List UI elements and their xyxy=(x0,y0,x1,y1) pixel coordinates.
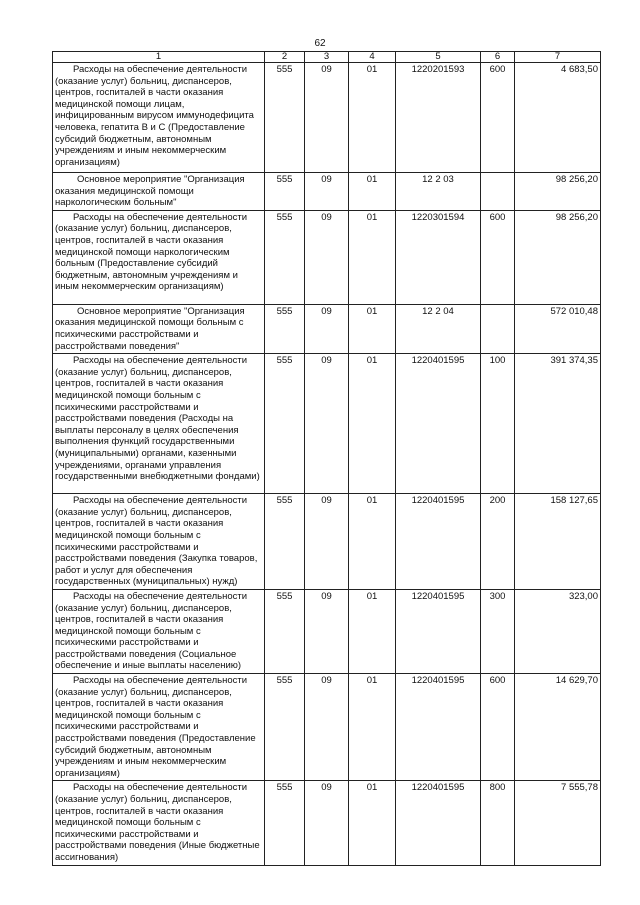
row-c3: 09 xyxy=(305,304,349,353)
row-c6: 300 xyxy=(481,589,515,673)
row-c3: 09 xyxy=(305,210,349,304)
row-c3: 09 xyxy=(305,354,349,494)
row-name: Расходы на обеспечение деятельности (оказание услуг) больниц, диспансеров, центров, госпиталей в части оказания медицинской помощи лицам, инфицированным вирусом иммунодефицита человека, гепатита В и С (Предоставление субсидий бюджетным, автономным учреждениям и иным некоммерческим организациям) xyxy=(53,63,265,173)
row-c5: 12 2 04 xyxy=(396,304,481,353)
row-name: Основное мероприятие "Организация оказания медицинской помощи больным с психическими расстройствами и расстройствами поведения" xyxy=(53,304,265,353)
row-c5: 1220301594 xyxy=(396,210,481,304)
row-c4: 01 xyxy=(349,781,396,865)
row-c7: 98 256,20 xyxy=(515,210,601,304)
row-c2: 555 xyxy=(265,63,305,173)
row-c7: 7 555,78 xyxy=(515,781,601,865)
row-c6: 600 xyxy=(481,63,515,173)
row-c5: 1220401595 xyxy=(396,674,481,781)
row-c6 xyxy=(481,173,515,211)
row-c2: 555 xyxy=(265,304,305,353)
header-row xyxy=(53,52,601,63)
row-c7: 98 256,20 xyxy=(515,173,601,211)
row-c5: 1220401595 xyxy=(396,494,481,590)
row-c2: 555 xyxy=(265,173,305,211)
table-row xyxy=(53,674,601,781)
row-c3: 09 xyxy=(305,589,349,673)
row-c7: 14 629,70 xyxy=(515,674,601,781)
row-c6: 200 xyxy=(481,494,515,590)
row-c2: 555 xyxy=(265,589,305,673)
row-c3: 09 xyxy=(305,494,349,590)
row-c5: 1220401595 xyxy=(396,589,481,673)
column-header: 2 xyxy=(265,52,305,63)
row-c4: 01 xyxy=(349,494,396,590)
row-c2: 555 xyxy=(265,210,305,304)
row-c5: 1220201593 xyxy=(396,63,481,173)
row-c6: 100 xyxy=(481,354,515,494)
row-name: Расходы на обеспечение деятельности (оказание услуг) больниц, диспансеров, центров, госпиталей в части оказания медицинской помощи больным с психическими расстройствами и расстройствами поведения (Предоставление субсидий бюджетным, автономным учреждениям и иным некоммерческим организациям) xyxy=(53,674,265,781)
column-header: 7 xyxy=(515,52,601,63)
row-c4: 01 xyxy=(349,354,396,494)
row-c4: 01 xyxy=(349,304,396,353)
row-name: Основное мероприятие "Организация оказания медицинской помощи наркологическим больным" xyxy=(53,173,265,211)
table-row xyxy=(53,494,601,590)
row-c3: 09 xyxy=(305,781,349,865)
row-c4: 01 xyxy=(349,173,396,211)
row-c7: 158 127,65 xyxy=(515,494,601,590)
row-name: Расходы на обеспечение деятельности (оказание услуг) больниц, диспансеров, центров, госпиталей в части оказания медицинской помощи больным с психическими расстройствами и расстройствами поведения (Социальное обеспечение и иные выплаты населению) xyxy=(53,589,265,673)
table-row xyxy=(53,354,601,494)
row-c6: 600 xyxy=(481,674,515,781)
table-row xyxy=(53,304,601,353)
table-row xyxy=(53,781,601,865)
column-header: 4 xyxy=(349,52,396,63)
row-name: Расходы на обеспечение деятельности (оказание услуг) больниц, диспансеров, центров, госпиталей в части оказания медицинской помощи наркологическим больным (Предоставление субсидий бюджетным, автономным учреждениям и иным некоммерческим организациям) xyxy=(53,210,265,304)
row-c3: 09 xyxy=(305,173,349,211)
row-name: Расходы на обеспечение деятельности (оказание услуг) больниц, диспансеров, центров, госпиталей в части оказания медицинской помощи больным с психическими расстройствами и расстройствами поведения (Закупка товаров, работ и услуг для обеспечения государственных (муниципальных) нужд) xyxy=(53,494,265,590)
row-c2: 555 xyxy=(265,781,305,865)
row-c3: 09 xyxy=(305,63,349,173)
row-c6 xyxy=(481,304,515,353)
table-row xyxy=(53,173,601,211)
row-c5: 1220401595 xyxy=(396,781,481,865)
row-c4: 01 xyxy=(349,674,396,781)
budget-table xyxy=(52,51,601,866)
row-c2: 555 xyxy=(265,494,305,590)
row-name: Расходы на обеспечение деятельности (оказание услуг) больниц, диспансеров, центров, госпиталей в части оказания медицинской помощи больным с психическими расстройствами и расстройствами поведения (Иные бюджетные ассигнования) xyxy=(53,781,265,865)
row-c7: 4 683,50 xyxy=(515,63,601,173)
row-c7: 572 010,48 xyxy=(515,304,601,353)
row-c5: 12 2 03 xyxy=(396,173,481,211)
column-header: 5 xyxy=(396,52,481,63)
row-c6: 600 xyxy=(481,210,515,304)
row-c7: 391 374,35 xyxy=(515,354,601,494)
column-header: 1 xyxy=(53,52,265,63)
row-c4: 01 xyxy=(349,589,396,673)
row-c2: 555 xyxy=(265,354,305,494)
row-c3: 09 xyxy=(305,674,349,781)
table-row xyxy=(53,210,601,304)
row-c5: 1220401595 xyxy=(396,354,481,494)
row-c7: 323,00 xyxy=(515,589,601,673)
row-name: Расходы на обеспечение деятельности (оказание услуг) больниц, диспансеров, центров, госпиталей в части оказания медицинской помощи больным с психическими расстройствами и расстройствами поведения (Расходы на выплаты персоналу в целях обеспечения выполнения функций государственными (муниципальными) органами, казенными учреждениями, органами управления государственными внебюджетными фондами) xyxy=(53,354,265,494)
table-row xyxy=(53,589,601,673)
row-c4: 01 xyxy=(349,210,396,304)
row-c6: 800 xyxy=(481,781,515,865)
table-row xyxy=(53,63,601,173)
row-c4: 01 xyxy=(349,63,396,173)
page-number: 62 xyxy=(314,38,326,49)
column-header: 3 xyxy=(305,52,349,63)
row-c2: 555 xyxy=(265,674,305,781)
column-header: 6 xyxy=(481,52,515,63)
